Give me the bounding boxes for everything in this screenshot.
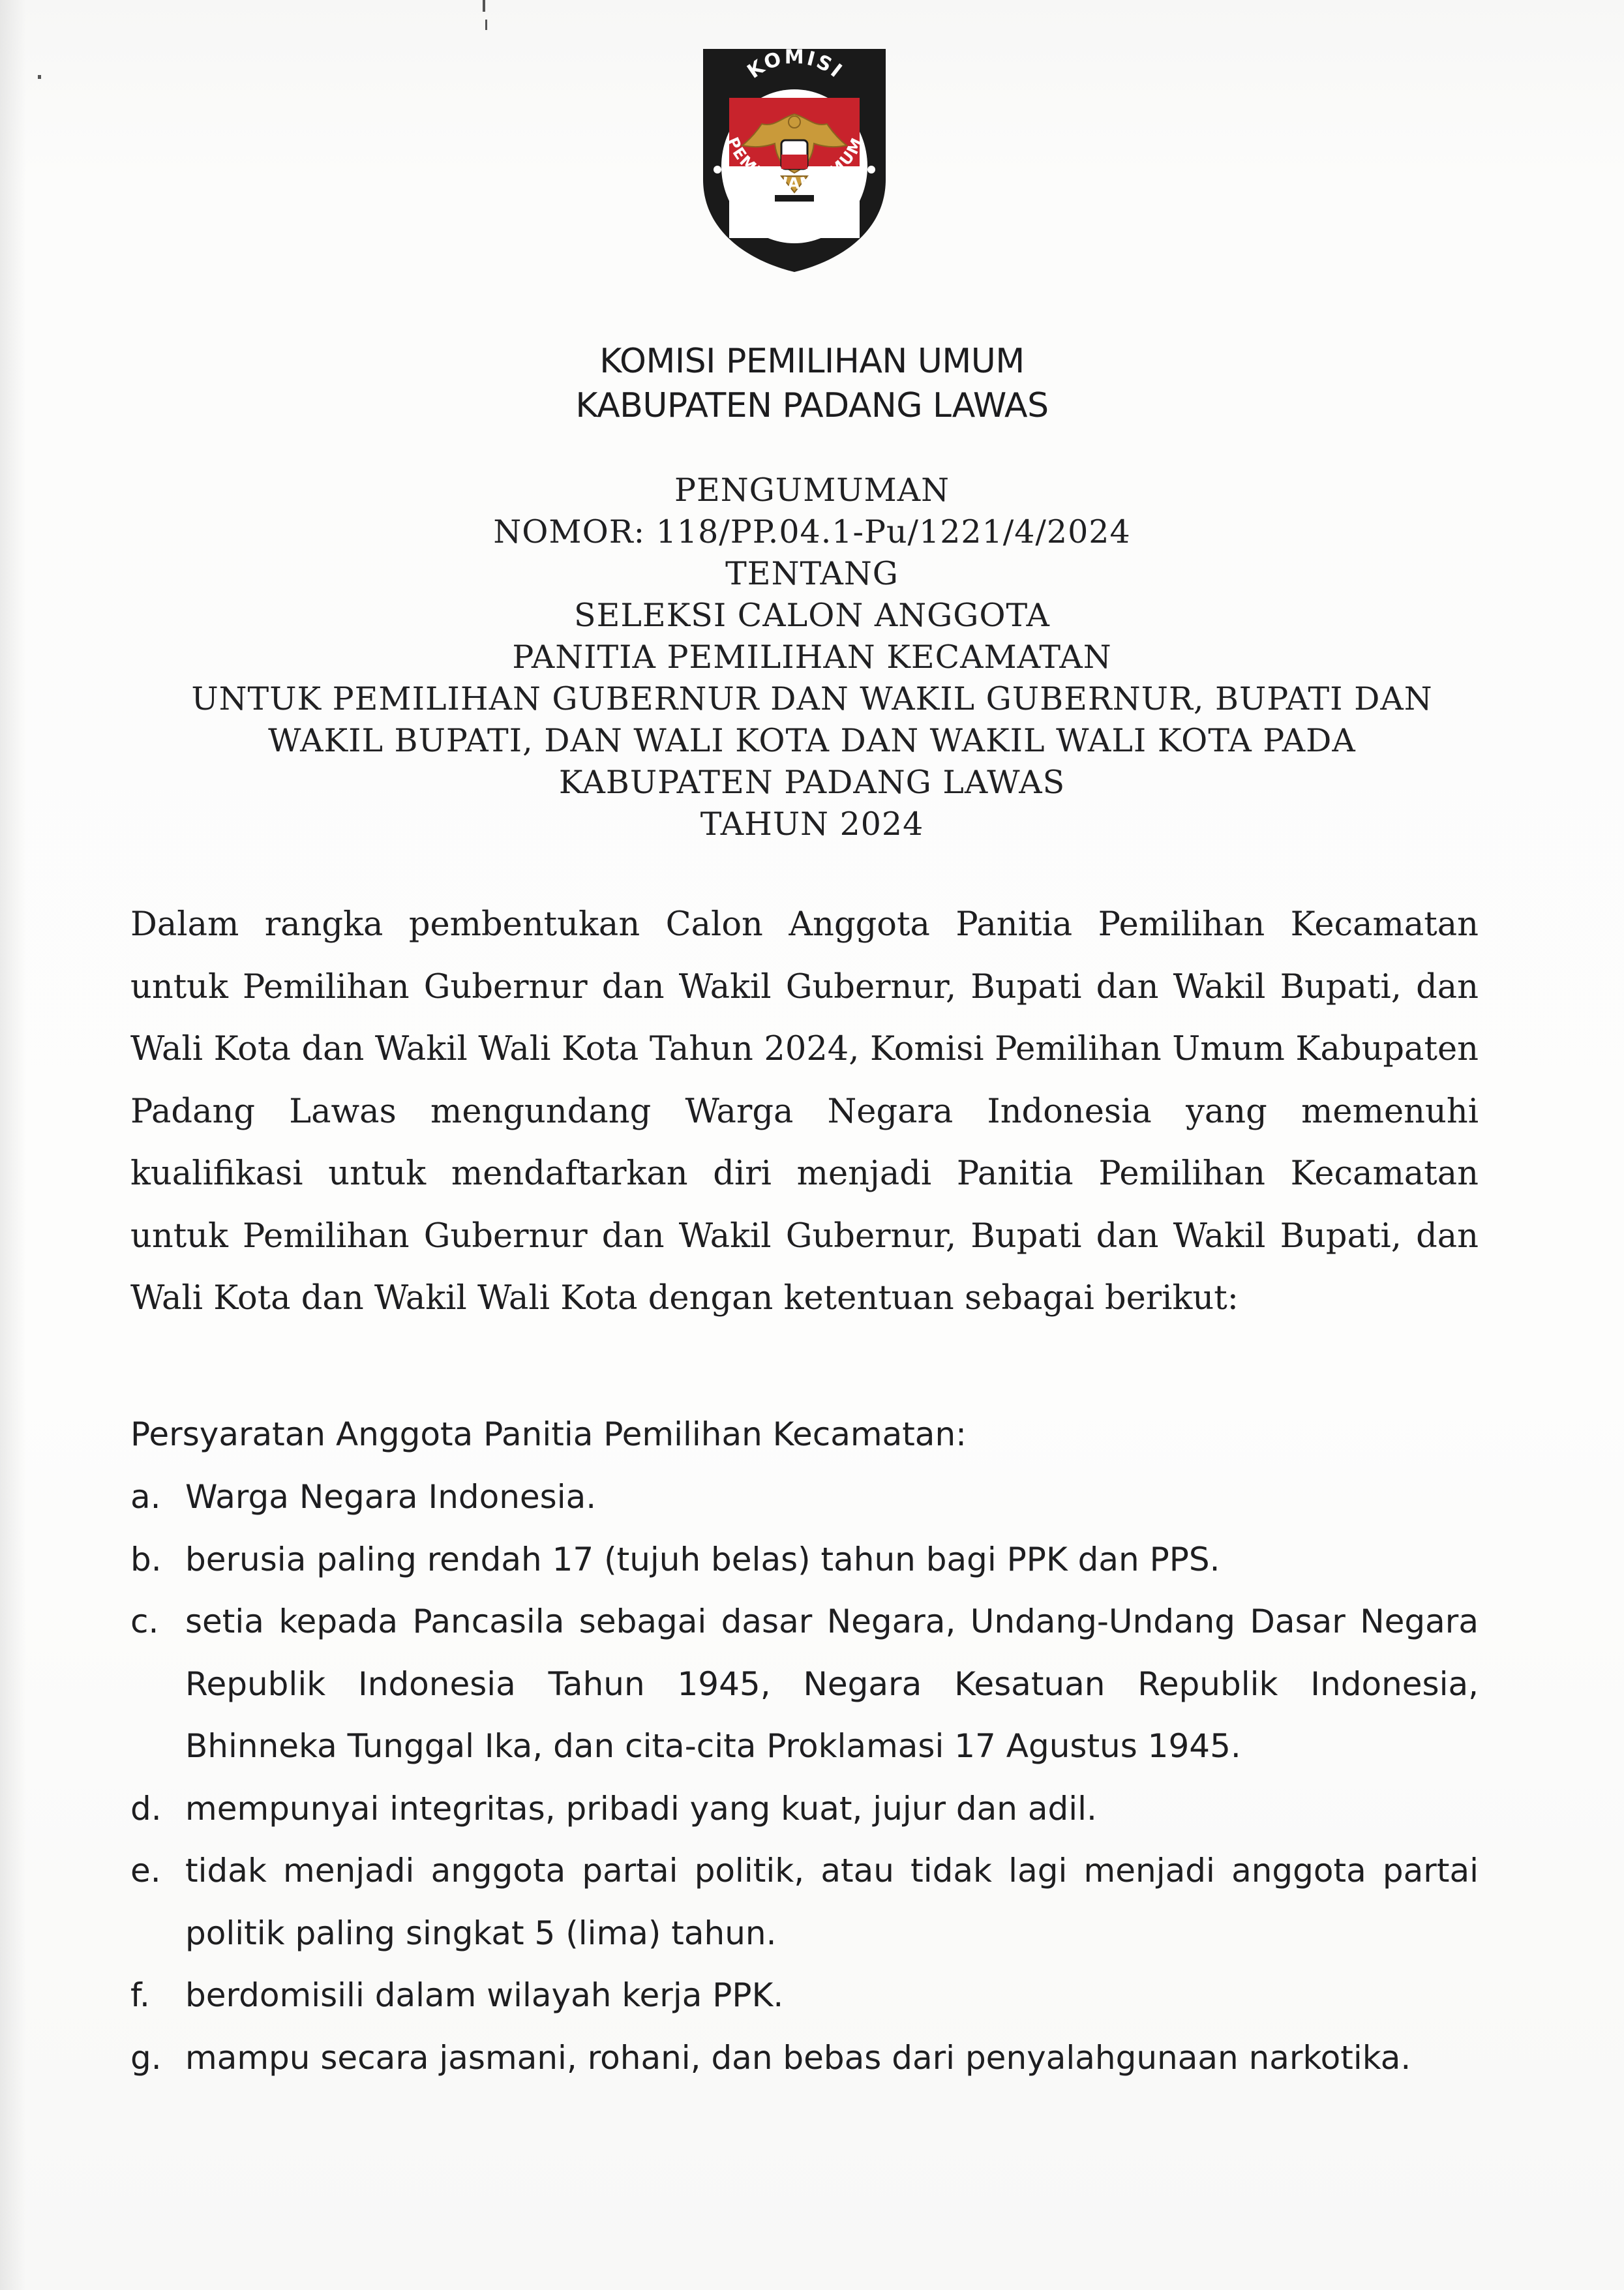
announcement-title: PENGUMUMAN <box>674 472 950 509</box>
announcement-subject-line: SELEKSI CALON ANGGOTA <box>574 597 1050 634</box>
institution-region: KABUPATEN PADANG LAWAS <box>575 386 1049 425</box>
list-marker: a. <box>130 1478 161 1516</box>
list-item-text: mampu secara jasmani, rohani, dan bebas dari penyalahgunaan narkotika. <box>185 2038 1411 2077</box>
list-item <box>130 2027 1479 2090</box>
announcement-subject-line: PANITIA PEMILIHAN KECAMATAN <box>512 639 1112 676</box>
list-marker: d. <box>130 1789 162 1828</box>
announcement-subject-line: KABUPATEN PADANG LAWAS <box>558 764 1066 801</box>
announcement-number: NOMOR: 118/PP.04.1-Pu/1221/4/2024 <box>493 513 1131 550</box>
announcement-year: TAHUN 2024 <box>700 806 924 843</box>
list-marker: f. <box>130 1976 150 2014</box>
requirements-list <box>130 1466 1479 2089</box>
list-item-text: mempunyai integritas, pribadi yang kuat, jujur dan adil. <box>185 1789 1097 1828</box>
list-item <box>130 1840 1479 1965</box>
logo-text-bottom: PEMILIHAN UMUM <box>723 134 867 193</box>
announcement-subject-line: UNTUK PEMILIHAN GUBERNUR DAN WAKIL GUBERNUR, BUPATI DAN <box>191 680 1433 717</box>
intro-paragraph: Dalam rangka pembentukan Calon Anggota Panitia Pemilihan Kecamatan untuk Pemilihan Gubernur dan Wakil Gubernur, Bupati dan Wakil Bupati, dan Wali Kota dan Wakil Wali Kota Tahun 2024, Komisi Pemilihan Umum Kabupaten Padang Lawas mengundang Warga Negara Indonesia yang memenuhi kualifikasi untuk mendaftarkan diri menjadi Panitia Pemilihan Kecamatan untuk Pemilihan Gubernur dan Wakil Gubernur, Bupati dan Wakil Bupati, dan Wali Kota dan Wakil Wali Kota dengan ketentuan sebagai berikut: <box>130 905 1479 1318</box>
list-item <box>130 1778 1479 1841</box>
list-marker: b. <box>130 1540 162 1578</box>
list-item-text: berdomisili dalam wilayah kerja PPK. <box>185 1976 784 2014</box>
list-marker: g. <box>130 2038 162 2077</box>
scan-mark <box>38 75 41 79</box>
scan-mark <box>485 20 487 30</box>
announcement-about: TENTANG <box>725 555 899 592</box>
announcement-subject-line: WAKIL BUPATI, DAN WALI KOTA DAN WAKIL WALI KOTA PADA <box>268 722 1356 759</box>
list-item-text: Warga Negara Indonesia. <box>185 1478 597 1516</box>
list-item-text: setia kepada Pancasila sebagai dasar Negara, Undang-Undang Dasar Negara Republik Indonesia Tahun 1945, Negara Kesatuan Republik Indonesia, Bhinneka Tunggal Ika, dan cita-cita Proklamasi 17 Agustus 1945. <box>185 1603 1479 1765</box>
list-item-text: tidak menjadi anggota partai politik, atau tidak lagi menjadi anggota partai politik paling singkat 5 (lima) tahun. <box>185 1852 1479 1952</box>
logo-text-top: KOMISI <box>743 46 848 83</box>
list-item <box>130 1591 1479 1778</box>
list-item <box>130 1529 1479 1591</box>
scan-mark <box>483 0 485 12</box>
institution-name: KOMISI PEMILIHAN UMUM <box>599 342 1025 381</box>
list-marker: c. <box>130 1603 159 1640</box>
list-item-text: berusia paling rendah 17 (tujuh belas) tahun bagi PPK dan PPS. <box>185 1540 1220 1578</box>
list-marker: e. <box>130 1852 161 1890</box>
requirements-heading: Persyaratan Anggota Panitia Pemilihan Kecamatan: <box>130 1415 967 1453</box>
kpu-logo-icon <box>684 36 905 277</box>
list-item <box>130 1965 1479 2027</box>
list-item <box>130 1466 1479 1529</box>
